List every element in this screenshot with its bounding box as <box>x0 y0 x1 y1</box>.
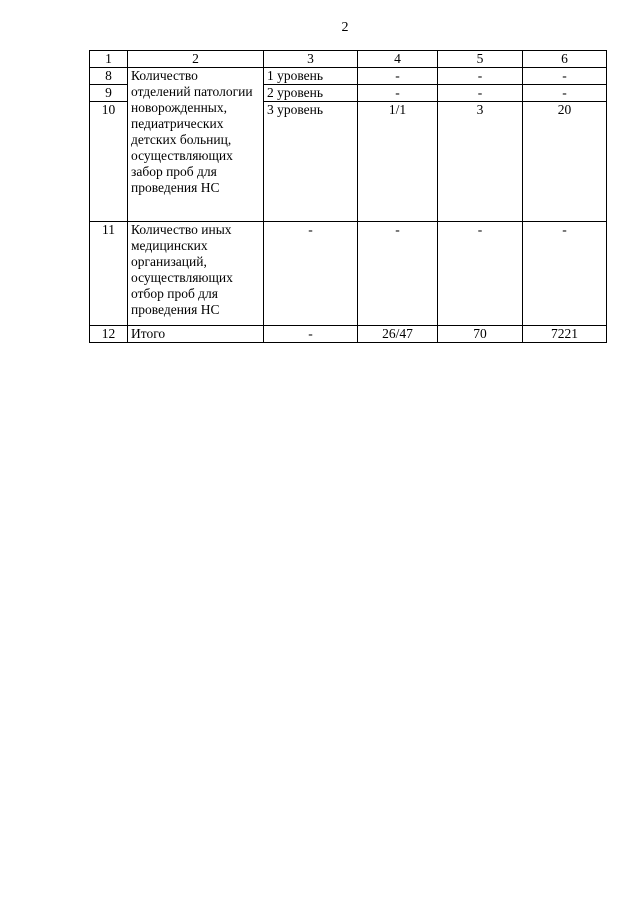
value-cell: - <box>438 85 523 102</box>
level-cell: 1 уровень <box>264 68 358 85</box>
value-cell: 70 <box>438 326 523 343</box>
value-cell: - <box>438 68 523 85</box>
value-cell: 20 <box>523 102 607 222</box>
row-description: Количество отделений патологии новорожденных, педиатрических детских больниц, осуществляющих забор проб для проведения НС <box>128 68 264 222</box>
row-number: 11 <box>90 222 128 326</box>
value-cell: - <box>358 85 438 102</box>
level-cell: 2 уровень <box>264 85 358 102</box>
value-cell: - <box>523 222 607 326</box>
value-cell: 1/1 <box>358 102 438 222</box>
table-row <box>90 68 607 85</box>
value-cell: - <box>264 326 358 343</box>
row-number: 12 <box>90 326 128 343</box>
header-cell-1: 1 <box>90 51 128 68</box>
value-cell: - <box>523 85 607 102</box>
row-number: 10 <box>90 102 128 222</box>
value-cell: - <box>264 222 358 326</box>
value-cell: - <box>358 68 438 85</box>
table-header-row <box>90 51 607 68</box>
header-cell-3: 3 <box>264 51 358 68</box>
page-number: 2 <box>341 20 349 35</box>
value-cell: 3 <box>438 102 523 222</box>
row-description: Количество иных медицинских организаций, осуществляющих отбор проб для проведения НС <box>128 222 264 326</box>
value-cell: 7221 <box>523 326 607 343</box>
table-row <box>90 222 607 326</box>
data-table <box>89 50 607 343</box>
level-cell: 3 уровень <box>264 102 358 222</box>
value-cell: - <box>438 222 523 326</box>
value-cell: 26/47 <box>358 326 438 343</box>
value-cell: - <box>358 222 438 326</box>
header-cell-2: 2 <box>128 51 264 68</box>
table-row <box>90 326 607 343</box>
row-description: Итого <box>128 326 264 343</box>
row-number: 9 <box>90 85 128 102</box>
header-cell-6: 6 <box>523 51 607 68</box>
header-cell-4: 4 <box>358 51 438 68</box>
header-cell-5: 5 <box>438 51 523 68</box>
value-cell: - <box>523 68 607 85</box>
row-number: 8 <box>90 68 128 85</box>
